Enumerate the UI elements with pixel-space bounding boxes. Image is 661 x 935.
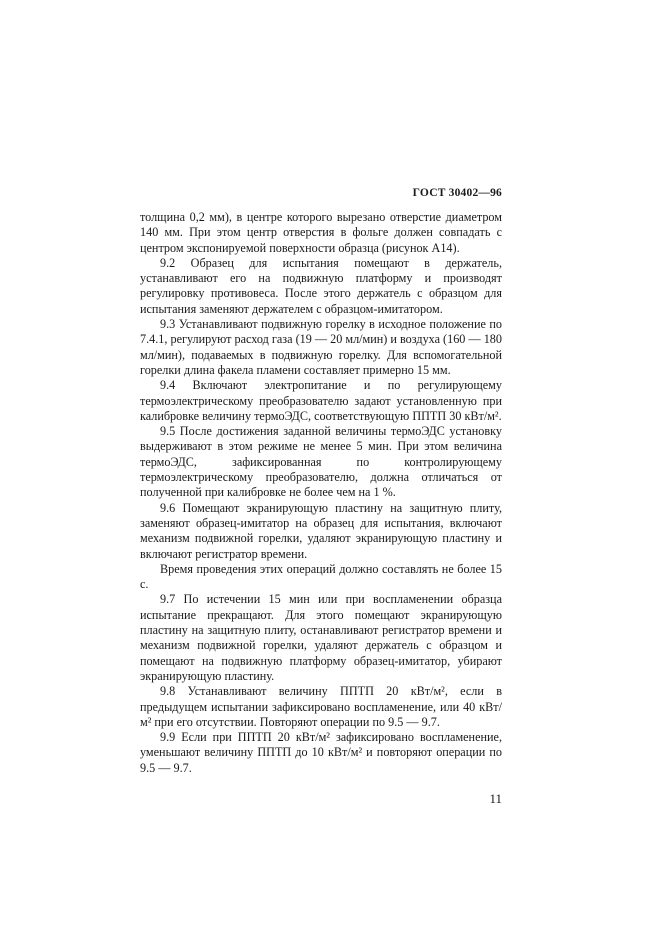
paragraph-9-6: 9.6 Помещают экранирующую пластину на защитную плиту, заменяют образец-имитатор на образец для испытания, включают механизм подвижной горелки, удаляют экранирующую пластину и включают регистратор времени. (140, 500, 502, 561)
paragraph-9-3: 9.3 Устанавливают подвижную горелку в исходное положение по 7.4.1, регулируют расход газа (19 — 20 мл/мин) и воздуха (160 — 180 мл/мин), подаваемых в подвижную горелку. Для вспомогательной горелки длина факела пламени составляет примерно 15 мм. (140, 317, 502, 377)
paragraph-9-9: 9.9 Если при ППТП 20 кВт/м² зафиксировано воспламенение, уменьшают величину ППТП до 10 кВт/м² и повторяют операции по 9.5 — 9.7. (140, 730, 502, 775)
page-number: 11 (489, 791, 502, 806)
document-header-code: ГОСТ 30402—96 (412, 187, 502, 199)
paragraph-9-5: 9.5 После достижения заданной величины термоЭДС установку выдерживают в этом режиме не менее 5 мин. При этом величина термоЭДС, зафиксированная по контролирующему термоэлектрическому преобразователю, должна отличаться от полученной при калибровке не более чем на 1 %. (140, 424, 502, 500)
paragraph-9-6-time: Время проведения этих операций должно составлять не более 15 с. (140, 561, 502, 592)
paragraph-continuation: толщина 0,2 мм), в центре которого вырезано отверстие диаметром 140 мм. При этом центр отверстия в фольге должен совпадать с центром экспонируемой поверхности образца (рисунок А14). (140, 210, 502, 255)
paragraph-9-7: 9.7 По истечении 15 мин или при воспламенении образца испытание прекращают. Для этого помещают экранирующую пластину на защитную плиту, останавливают регистратор времени и механизм подвижной горелки, удаляют держатель с образцом и помещают на подвижную платформу образец-имитатор, убирают экранирующую пластину. (140, 592, 502, 683)
document-body (140, 210, 502, 776)
paragraph-9-8: 9.8 Устанавливают величину ППТП 20 кВт/м², если в предыдущем испытании зафиксировано воспламенение, или 40 кВт/м² при его отсутствии. Повторяют операции по 9.5 — 9.7. (140, 684, 502, 729)
paragraph-9-2: 9.2 Образец для испытания помещают в держатель, устанавливают его на подвижную платформу и производят регулировку противовеса. После этого держатель с образцом для испытания заменяют держателем с образцом-имитатором. (140, 255, 502, 316)
paragraph-9-4: 9.4 Включают электропитание и по регулирующему термоэлектрическому преобразователю задают установленную при калибровке величину термоЭДС, соответствующую ППТП 30 кВт/м². (140, 378, 502, 423)
